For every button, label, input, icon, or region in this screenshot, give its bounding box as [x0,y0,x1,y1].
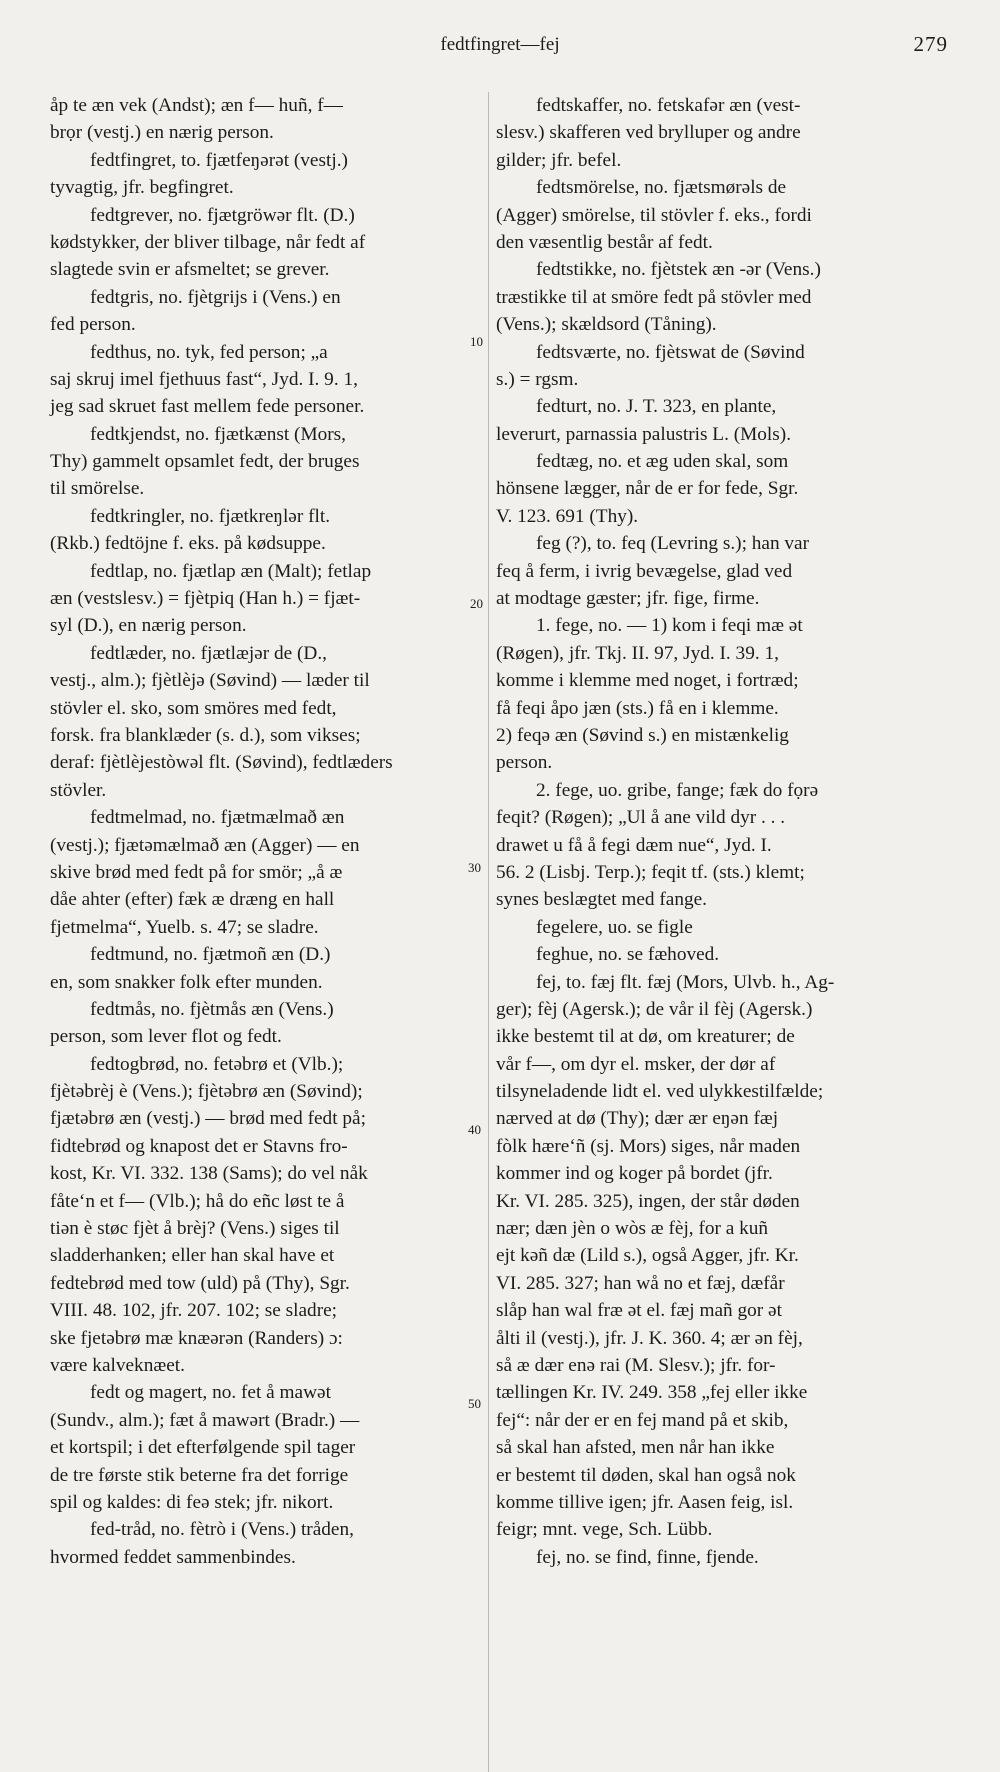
text-line: nærved at dø (Thy); dær ær eŋən fæj [496,1108,779,1130]
text-line: feg (?), to. feq (Levring s.); han var [536,533,810,555]
text-line: være kalveknæet. [50,1354,185,1376]
text-line: fedtmund, no. fjætmoñ æn (D.) [90,944,331,966]
text-line: fjætəbrø æn (vestj.) — brød med fedt på; [50,1108,366,1130]
text-line: deraf: fjètlèjestòwəl flt. (Søvind), fedtlæders [50,752,393,774]
text-line: de tre første stik beterne fra det forrige [50,1464,349,1486]
right-column [496,92,922,1571]
text-line: fedtfingret, to. fjætfeŋərət (vestj.) [90,149,348,171]
text-line: synes beslægtet med fange. [496,889,707,911]
text-line: feigr; mnt. vege, Sch. Lübb. [496,1519,713,1541]
text-line: vår f—, om dyr el. msker, der dør af [496,1053,776,1075]
text-line: V. 123. 691 (Thy). [496,505,639,527]
text-line: skive brød med fedt på for smör; „å æ [50,861,343,883]
text-line: 2. fege, uo. gribe, fange; fæk do fọrə [536,779,819,801]
text-line: fedtgrever, no. fjætgröwər flt. (D.) [90,204,355,226]
text-line: fedtæg, no. et æg uden skal, som [536,451,789,473]
text-line: person. [496,752,553,774]
text-line: gilder; jfr. befel. [496,149,622,171]
text-line: dåe ahter (efter) fæk æ dræng en hall [50,889,335,911]
text-line: fed person. [50,314,136,336]
left-column [50,92,468,1571]
text-line: 2) feqə æn (Søvind s.) en mistænkelig [496,724,789,746]
text-line: fedtgris, no. fjètgrijs i (Vens.) en [90,286,341,308]
text-line: æn (vestslesv.) = fjètpiq (Han h.) = fjæt- [50,588,361,610]
text-line: fej, to. fæj flt. fæj (Mors, Ulvb. h., Ag- [536,971,835,993]
text-line: fedtkjendst, no. fjætkænst (Mors, [90,423,347,445]
text-line: træstikke til at smöre fedt på stövler med [496,286,812,308]
text-line: åp te æn vek (Andst); æn f— huñ, f— [50,95,343,116]
text-line: (Rkb.) fedtöjne f. eks. på kødsuppe. [50,533,326,555]
text-line: spil og kaldes: di feə stek; jfr. nikort. [50,1491,334,1513]
margin-line-number: 50 [468,1396,481,1411]
text-line: fedtmås, no. fjètmås æn (Vens.) [90,998,334,1020]
text-line: så æ dær enə rai (M. Slesv.); jfr. for- [496,1354,776,1376]
text-line: fedtstikke, no. fjètstek æn -ər (Vens.) [536,259,821,281]
text-line: slagtede svin er afsmeltet; se grever. [50,259,330,281]
text-line: fed-tråd, no. fètrò i (Vens.) tråden, [90,1519,354,1541]
text-line: så skal han afsted, men når han ikke [496,1437,775,1459]
text-line: stövler el. sko, som smöres med fedt, [50,697,337,719]
margin-line-number: 30 [468,860,481,875]
text-line: syl (D.), en nærig person. [50,615,247,637]
text-line: vestj., alm.); fjètlèjə (Søvind) — læder til [50,670,370,692]
text-line: feq å ferm, i ivrig bevægelse, glad ved [496,560,793,582]
text-line: fej“: når der er en fej mand på et skib, [496,1409,789,1431]
text-line: fedtsværte, no. fjètswat de (Søvind [536,341,805,363]
text-line: kost, Kr. VI. 332. 138 (Sams); do vel nåk [50,1163,368,1185]
text-line: fedtebrød med tow (uld) på (Thy), Sgr. [50,1272,350,1294]
text-line: sladderhanken; eller han skal have et [50,1245,335,1267]
text-line: fedthus, no. tyk, fed person; „a [90,341,328,363]
margin-line-number: 10 [470,334,483,349]
text-line: (vestj.); fjætəmælmað æn (Agger) — en [50,834,360,856]
margin-line-number: 20 [470,596,483,611]
text-line: ikke bestemt til at dø, om kreaturer; de [496,1026,795,1048]
text-line: er bestemt til døden, skal han også nok [496,1464,796,1486]
text-line: fej, no. se find, finne, fjende. [536,1546,759,1568]
text-line: tyvagtig, jfr. begfingret. [50,177,234,199]
text-line: VI. 285. 327; han wå no et fæj, dæfår [496,1272,785,1294]
text-line: 56. 2 (Lisbj. Terp.); feqit tf. (sts.) klemt; [496,861,805,883]
text-line: fidtebrød og knapost det er Stavns fro- [50,1135,348,1157]
text-line: et kortspil; i det efterfølgende spil tager [50,1437,356,1459]
text-line: (Agger) smörelse, til stövler f. eks., fordi [496,204,812,226]
text-line: fåte‘n et f— (Vlb.); hå do eñc løst te å [50,1190,345,1212]
text-line: kommer ind og koger på bordet (jfr. [496,1163,773,1185]
text-line: feghue, no. se fæhoved. [536,944,720,966]
text-line: hönsene lægger, når de er for fede, Sgr. [496,478,799,500]
text-line: forsk. fra blanklæder (s. d.), som vikses; [50,724,361,746]
text-line: saj skruj imel fjethuus fast“, Jyd. I. 9. 1, [50,368,358,390]
text-line: fedtlap, no. fjætlap æn (Malt); fetlap [90,560,372,582]
text-line: at modtage gæster; jfr. fige, firme. [496,588,760,610]
text-line: fegelere, uo. se figle [536,916,693,938]
text-line: slesv.) skafferen ved brylluper og andre [496,122,801,144]
text-line: feqit? (Røgen); „Ul å ane vild dyr . . . [496,807,786,829]
text-line: til smörelse. [50,478,145,500]
text-line: ger); fèj (Agersk.); de vår il fèj (Agersk.) [496,998,813,1020]
text-line: Thy) gammelt opsamlet fedt, der bruges [50,451,360,473]
text-line: komme i klemme med noget, i fortræd; [496,670,799,692]
text-line: stövler. [50,779,107,801]
text-line: tilsyneladende lidt el. ved ulykkestilfælde; [496,1081,824,1103]
text-line: fedtmelmad, no. fjætmælmað æn [90,807,345,829]
text-line: tiən è støc fjèt å brèj? (Vens.) siges til [50,1218,340,1240]
text-line: fedtkringler, no. fjætkreŋlər flt. [90,505,331,527]
text-line: fedturt, no. J. T. 323, en plante, [536,396,777,418]
text-line: fedtogbrød, no. fetəbrø et (Vlb.); [90,1053,344,1075]
column-divider [488,92,489,1772]
margin-line-number: 40 [468,1122,481,1137]
text-line: VIII. 48. 102, jfr. 207. 102; se sladre; [50,1300,338,1322]
text-line: leverurt, parnassia palustris L. (Mols). [496,423,792,445]
text-line: person, som lever flot og fedt. [50,1026,282,1048]
text-line: kødstykker, der bliver tilbage, når fedt af [50,231,366,253]
text-line: ejt kəñ dæ (Lild s.), også Agger, jfr. Kr. [496,1245,799,1267]
text-line: Kr. VI. 285. 325), ingen, der står døden [496,1190,800,1212]
text-line: (Vens.); skældsord (Tåning). [496,314,717,336]
text-line: nær; dæn jèn o wòs æ fèj, for a kuñ [496,1218,769,1240]
text-line: fedtskaffer, no. fetskafər æn (vest- [536,95,801,116]
text-line: fjètəbrèj è (Vens.); fjètəbrø æn (Søvind); [50,1081,363,1103]
text-line: tællingen Kr. IV. 249. 358 „fej eller ikke [496,1382,808,1404]
text-line: (Sundv., alm.); fæt å mawərt (Bradr.) — [50,1409,360,1431]
text-line: hvormed feddet sammenbindes. [50,1546,296,1568]
text-line: få feqi åpo jæn (sts.) få en i klemme. [496,697,779,719]
text-line: fjetmelma“, Yuelb. s. 47; se sladre. [50,916,319,938]
text-line: s.) = rgsm. [496,368,579,390]
text-line: fedt og magert, no. fet å mawət [90,1382,331,1404]
page-number: 279 [913,32,948,56]
text-line: komme tillive igen; jfr. Aasen feig, isl. [496,1491,794,1513]
text-line: den væsentlig består af fedt. [496,231,713,253]
text-line: brọr (vestj.) en nærig person. [50,122,274,144]
text-line: slåp han wal fræ ət el. fæj mañ gor ət [496,1300,782,1322]
text-line: jeg sad skruet fast mellem fede personer. [50,396,365,418]
text-line: fedtlæder, no. fjætlæjər de (D., [90,642,327,664]
text-line: fedtsmörelse, no. fjætsmørəls de [536,177,787,199]
text-line: (Røgen), jfr. Tkj. II. 97, Jyd. I. 39. 1, [496,642,779,664]
running-title: fedtfingret—fej [440,34,560,55]
text-line: en, som snakker folk efter munden. [50,971,323,993]
text-line: fòlk hære‘ñ (sj. Mors) siges, når maden [496,1135,801,1157]
text-line: 1. fege, no. — 1) kom i feqi mæ ət [536,615,803,637]
text-line: ske fjetəbrø mæ knæərən (Randers) ɔ: [50,1327,343,1349]
text-line: ålti il (vestj.), jfr. J. K. 360. 4; ær ən fèj, [496,1327,803,1349]
text-line: drawet u få å fegi dæm nue“, Jyd. I. [496,834,772,856]
